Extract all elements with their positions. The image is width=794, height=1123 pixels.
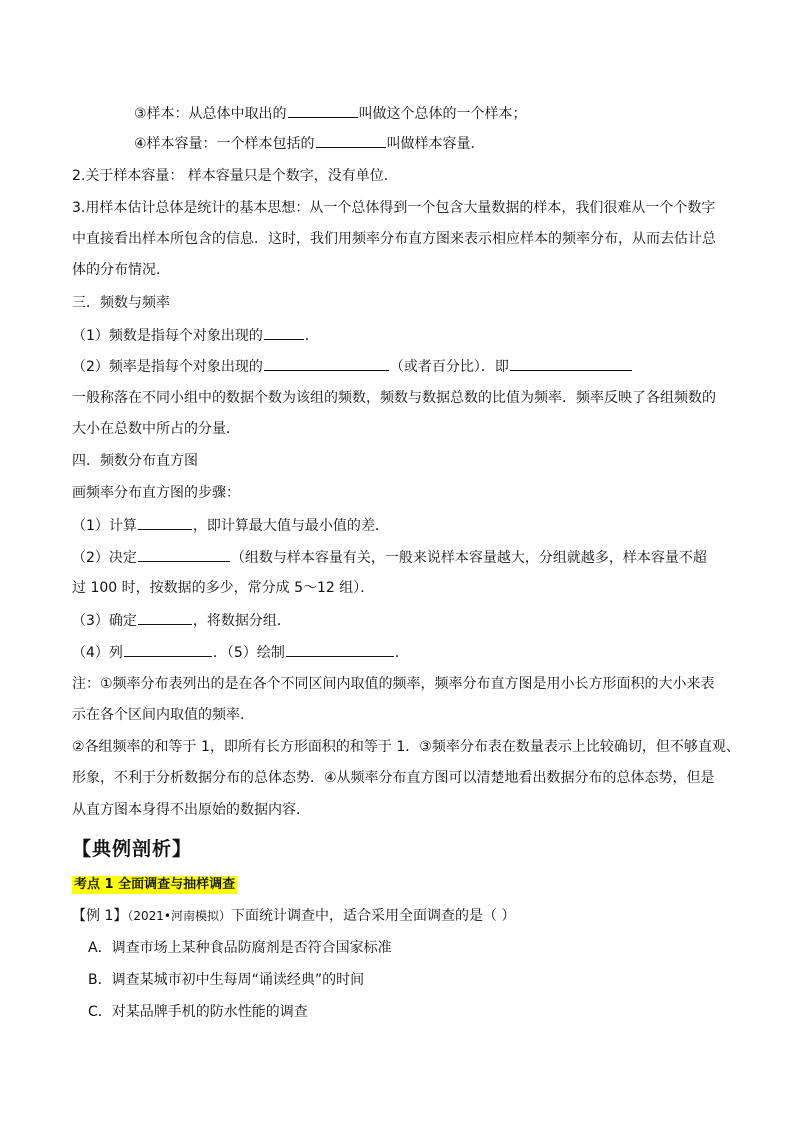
text: ．: [394, 645, 409, 661]
text: （4）列: [72, 645, 123, 661]
text: ③样本：从总体中取出的: [134, 106, 287, 122]
fill-blank: [124, 642, 212, 657]
option-a: A．调查市场上某种食品防腐剂是否符合国家标准: [88, 940, 392, 956]
option-c: C．对某品牌手机的防水性能的调查: [88, 1004, 308, 1020]
fill-blank: [286, 642, 394, 657]
fill-blank: [138, 515, 192, 530]
text: （组数与样本容量有关，一般来说样本容量越大，分组就越多，样本容量不超: [230, 550, 707, 566]
example-question-text: 下面统计调查中，适合采用全面调查的是（ ）: [230, 908, 516, 924]
paragraph-3-line-3: 体的分布情况．: [72, 262, 170, 278]
steps-intro: 画频率分布直方图的步骤：: [72, 485, 240, 501]
paragraph-3-line-2: 中直接看出样本所包含的信息．这时，我们用频率分布直方图来表示相应样本的频率分布，从而去估计总: [72, 231, 716, 247]
paragraph-2: 2.关于样本容量： 样本容量只是个数字，没有单位．: [72, 168, 398, 184]
typical-examples-heading: 【典例剖析】: [72, 838, 193, 860]
note-line-5: 从直方图本身得不出原始的数据内容．: [72, 802, 310, 818]
example-1-question: [72, 906, 724, 926]
text: （1）计算: [72, 518, 137, 534]
note-line-4: 形象，不利于分析数据分布的总体态势．④从频率分布直方图可以清楚地看出数据分布的总体态势，但是: [72, 770, 715, 786]
fill-blank: [264, 356, 389, 371]
step-4-5-line: [72, 642, 724, 663]
text: 叫做这个总体的一个样本；: [358, 106, 527, 122]
sample-definition-line: [134, 103, 724, 124]
note-line-3: ②各组频率的和等于 1，即所有长方形面积的和等于 1．③频率分布表在数量表示上比较确切，但不够直观、: [72, 739, 740, 755]
section-heading-4: 四．频数分布直方图: [72, 453, 198, 469]
text: （2）频率是指每个对象出现的: [72, 359, 263, 375]
frequency-rate-line: [72, 356, 724, 377]
section-heading-3: 三．频数与频率: [72, 295, 170, 311]
text: （1）频数是指每个对象出现的: [72, 328, 263, 344]
topic-label-highlighted: 考点 1 全面调查与抽样调查: [74, 877, 236, 892]
text: （2）决定: [72, 550, 137, 566]
example-source: （2021•河南模拟）: [127, 909, 231, 923]
step-3-line: [72, 610, 724, 631]
note-line-1: 注：①频率分布表列出的是在各个不同区间内取值的频率，频率分布直方图是用小长方形面积的大小来表: [72, 676, 715, 692]
step-2-line: [72, 547, 724, 568]
text: （3）确定: [72, 613, 137, 629]
frequency-explanation-line-1: 一般称落在不同小组中的数据个数为该组的频数，频数与数据总数的比值为频率．频率反映了各组频数的: [72, 390, 716, 406]
text: ，将数据分组．: [192, 613, 291, 629]
frequency-count-line: [72, 325, 724, 346]
fill-blank: [138, 610, 192, 625]
step-1-line: [72, 515, 724, 536]
sample-size-definition-line: [134, 133, 724, 154]
fill-blank: [138, 547, 230, 562]
text: ④样本容量：一个样本包括的: [134, 136, 315, 152]
step-2-continued: 过 100 时，按数据的多少，常分成 5～12 组）．: [72, 580, 375, 596]
note-line-2: 示在各个区间内取值的频率．: [72, 707, 254, 723]
option-b: B．调查某城市初中生每周“诵读经典”的时间: [88, 972, 365, 988]
text: ，即计算最大值与最小值的差．: [192, 518, 389, 534]
text: ．: [304, 328, 319, 344]
fill-blank: [510, 356, 632, 371]
example-label: 【例 1】: [72, 908, 128, 924]
fill-blank: [288, 103, 358, 118]
text: （或者百分比）．即: [389, 359, 509, 375]
text: ．（5）绘制: [212, 645, 285, 661]
fill-blank: [264, 325, 304, 340]
paragraph-3-line-1: 3.用样本估计总体是统计的基本思想：从一个总体得到一个包含大量数据的样本，我们很难从一个个数字: [72, 200, 716, 216]
fill-blank: [316, 133, 386, 148]
frequency-explanation-line-2: 大小在总数中所占的分量．: [72, 421, 240, 437]
text: 叫做样本容量．: [386, 136, 485, 152]
